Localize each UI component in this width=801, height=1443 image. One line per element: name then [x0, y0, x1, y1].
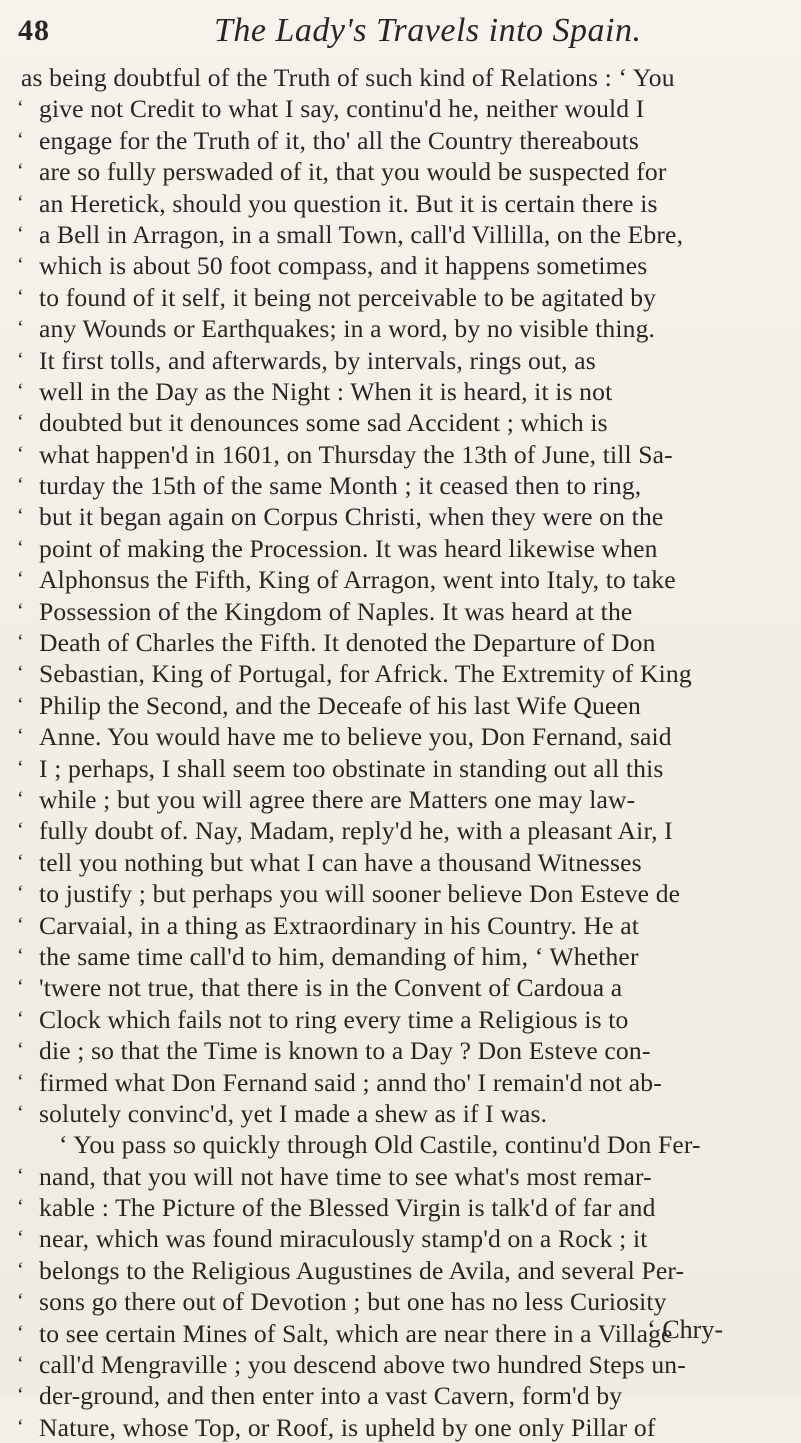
catchword: ‘ Chry-	[647, 1315, 723, 1344]
text-line	[17, 1161, 787, 1192]
quote-mark: ‘	[17, 1290, 24, 1313]
page-number: 48	[18, 14, 50, 47]
quote-mark: ‘	[17, 474, 24, 497]
text-line	[17, 658, 787, 689]
text-line	[17, 282, 787, 313]
line-text: belongs to the Religious Augustines de Avila, and several Per-	[39, 1255, 685, 1285]
line-text: Anne. You would have me to believe you, Don Fernand, said	[39, 722, 672, 752]
quote-mark: ‘	[17, 254, 24, 277]
line-text: It first tolls, and afterwards, by intervals, rings out, as	[39, 345, 596, 375]
running-head: The Lady's Travels into Spain.	[214, 12, 642, 49]
text-line	[17, 219, 787, 250]
quote-mark: ‘	[17, 1227, 24, 1250]
line-text: I ; perhaps, I shall seem too obstinate in standing out all this	[39, 753, 664, 783]
quote-mark: ‘	[17, 913, 24, 936]
quote-mark: ‘	[17, 850, 24, 873]
page-header	[18, 12, 778, 56]
line-text: an Heretick, should you question it. But it is certain there is	[39, 188, 658, 218]
quote-mark: ‘	[17, 693, 24, 716]
text-line	[17, 1255, 787, 1286]
text-line	[17, 690, 787, 721]
line-text: a Bell in Arragon, in a small Town, call'd Villilla, on the Ebre,	[39, 219, 684, 249]
text-line	[17, 156, 787, 187]
quote-mark: ‘	[17, 1164, 24, 1187]
line-text: Possession of the Kingdom of Naples. It was heard at the	[39, 596, 633, 626]
text-line	[17, 564, 787, 595]
quote-mark: ‘	[17, 1007, 24, 1030]
text-line	[17, 1286, 787, 1317]
line-text: engage for the Truth of it, tho' all the Country thereabouts	[39, 125, 640, 155]
text-line	[17, 1412, 787, 1443]
line-text: Nature, whose Top, or Roof, is upheld by one only Pillar of	[39, 1412, 656, 1442]
line-text: 'twere not true, that there is in the Convent of Cardoua a	[39, 973, 623, 1003]
text-line	[17, 972, 787, 1003]
quote-mark: ‘	[17, 599, 24, 622]
text-line	[17, 941, 787, 972]
line-text: fully doubt of. Nay, Madam, reply'd he, with a pleasant Air, I	[39, 816, 673, 846]
line-text: Alphonsus the Fifth, King of Arragon, went into Italy, to take	[39, 565, 676, 595]
quote-mark: ‘	[17, 976, 24, 999]
quote-mark: ‘	[17, 819, 24, 842]
line-text: Sebastian, King of Portugal, for Africk. The Extremity of King	[39, 659, 692, 689]
text-line	[17, 1129, 787, 1160]
quote-mark: ‘	[17, 379, 24, 402]
text-line	[17, 1004, 787, 1035]
line-text: tell you nothing but what I can have a thousand Witnesses	[39, 847, 642, 877]
text-line	[17, 93, 787, 124]
text-line	[17, 1067, 787, 1098]
text-line	[17, 596, 787, 627]
quote-mark: ‘	[17, 1070, 24, 1093]
line-text: point of making the Procession. It was heard likewise when	[39, 533, 658, 563]
line-text: solutely convinc'd, yet I made a shew as if I was.	[39, 1098, 548, 1128]
text-line	[17, 815, 787, 846]
line-text: are so fully perswaded of it, that you would be suspected for	[39, 157, 667, 187]
text-line	[17, 910, 787, 941]
line-text: what happen'd in 1601, on Thursday the 13th of June, till Sa-	[39, 439, 673, 469]
text-line	[17, 1192, 787, 1223]
text-line	[17, 878, 787, 909]
quote-mark: ‘	[17, 1039, 24, 1062]
line-text: call'd Mengraville ; you descend above two hundred Steps un-	[39, 1350, 686, 1380]
text-line	[17, 470, 787, 501]
text-line	[17, 847, 787, 878]
text-line	[17, 1380, 787, 1411]
quote-mark: ‘	[17, 787, 24, 810]
line-text: doubted but it denounces some sad Accident ; which is	[39, 408, 608, 438]
text-line	[17, 1035, 787, 1066]
quote-mark: ‘	[17, 631, 24, 654]
line-text: the same time call'd to him, demanding of him, ‘ Whether	[39, 941, 639, 971]
text-line	[17, 627, 787, 658]
line-text: near, which was found miraculously stamp'd on a Rock ; it	[39, 1224, 648, 1254]
line-text: but it began again on Corpus Christi, when they were on the	[39, 502, 664, 532]
text-line	[17, 313, 787, 344]
line-text: to justify ; but perhaps you will sooner believe Don Esteve de	[39, 879, 681, 909]
quote-mark: ‘	[17, 317, 24, 340]
quote-mark: ‘	[17, 1101, 24, 1124]
text-line	[17, 721, 787, 752]
quote-mark: ‘	[17, 725, 24, 748]
quote-mark: ‘	[17, 128, 24, 151]
line-text: sons go there out of Devotion ; but one has no less Curiosity	[39, 1287, 667, 1317]
quote-mark: ‘	[17, 191, 24, 214]
text-line	[17, 753, 787, 784]
line-text: any Wounds or Earthquakes; in a word, by no visible thing.	[39, 314, 656, 344]
text-line	[17, 439, 787, 470]
line-text: well in the Day as the Night : When it is heard, it is not	[39, 376, 613, 406]
text-line	[17, 501, 787, 532]
quote-mark: ‘	[17, 1196, 24, 1219]
text-line	[17, 250, 787, 281]
line-text: kable : The Picture of the Blessed Virgin is talk'd of far and	[39, 1193, 656, 1223]
body-text	[17, 62, 787, 1443]
text-line	[17, 376, 787, 407]
quote-mark: ‘	[17, 442, 24, 465]
line-text: Carvaial, in a thing as Extraordinary in his Country. He at	[39, 910, 639, 940]
line-text: turday the 15th of the same Month ; it ceased then to ring,	[39, 471, 642, 501]
text-line	[17, 345, 787, 376]
quote-mark: ‘	[17, 1415, 24, 1438]
line-text: ‘ You pass so quickly through Old Castile, continu'd Don Fer-	[59, 1130, 701, 1160]
quote-mark: ‘	[17, 1384, 24, 1407]
quote-mark: ‘	[17, 505, 24, 528]
text-line	[17, 533, 787, 564]
text-line	[17, 125, 787, 156]
quote-mark: ‘	[17, 1258, 24, 1281]
text-line	[17, 188, 787, 219]
quote-mark: ‘	[17, 944, 24, 967]
text-line	[17, 784, 787, 815]
line-text: Death of Charles the Fifth. It denoted the Departure of Don	[39, 628, 656, 658]
text-line	[17, 407, 787, 438]
line-text: der-ground, and then enter into a vast Cavern, form'd by	[39, 1381, 623, 1411]
text-line	[17, 1098, 787, 1129]
text-line	[17, 1349, 787, 1380]
quote-mark: ‘	[17, 285, 24, 308]
quote-mark: ‘	[17, 1353, 24, 1376]
line-text: Philip the Second, and the Deceafe of his last Wife Queen	[39, 690, 641, 720]
line-text: to see certain Mines of Salt, which are near there in a Village	[39, 1318, 673, 1348]
line-text: to found of it self, it being not perceivable to be agitated by	[39, 282, 657, 312]
line-text: firmed what Don Fernand said ; annd tho' I remain'd not ab-	[39, 1067, 662, 1097]
quote-mark: ‘	[17, 662, 24, 685]
quote-mark: ‘	[17, 568, 24, 591]
quote-mark: ‘	[17, 882, 24, 905]
text-line	[17, 1223, 787, 1254]
line-text: Clock which fails not to ring every time a Religious is to	[39, 1004, 629, 1034]
quote-mark: ‘	[17, 222, 24, 245]
line-text: die ; so that the Time is known to a Day ? Don Esteve con-	[39, 1036, 651, 1066]
quote-mark: ‘	[17, 348, 24, 371]
quote-mark: ‘	[17, 756, 24, 779]
line-text: while ; but you will agree there are Matters one may law-	[39, 784, 636, 814]
quote-mark: ‘	[17, 160, 24, 183]
line-text: give not Credit to what I say, continu'd he, neither would I	[39, 94, 645, 124]
quote-mark: ‘	[17, 97, 24, 120]
quote-mark: ‘	[17, 411, 24, 434]
text-line	[17, 62, 787, 93]
quote-mark: ‘	[17, 536, 24, 559]
quote-mark: ‘	[17, 1321, 24, 1344]
line-text: which is about 50 foot compass, and it happens sometimes	[39, 251, 648, 281]
line-text: as being doubtful of the Truth of such kind of Relations : ‘ You	[21, 63, 675, 92]
line-text: nand, that you will not have time to see what's most remar-	[39, 1161, 652, 1191]
